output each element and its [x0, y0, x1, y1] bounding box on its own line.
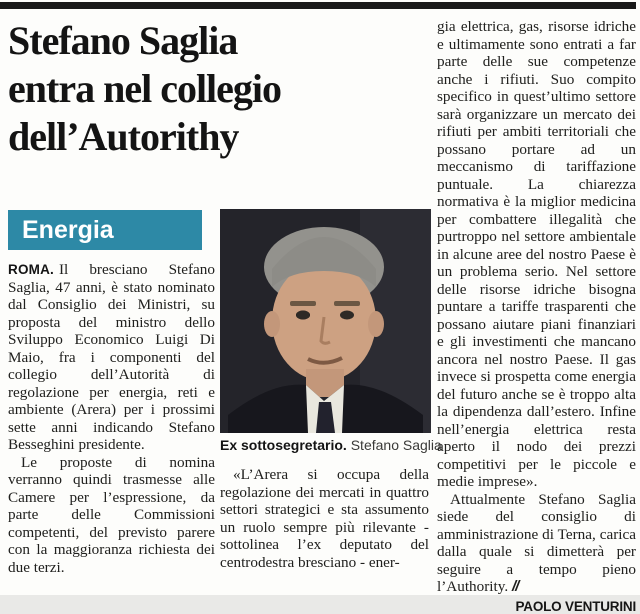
headline: [8, 17, 428, 161]
portrait-photo: [220, 209, 431, 433]
headline-line: entra nel collegio: [8, 66, 282, 111]
headline-line: dell’Autorithy: [8, 114, 239, 159]
dateline: ROMA.: [8, 262, 54, 277]
byline: PAOLO VENTURINI: [515, 598, 636, 614]
photo-caption: [220, 437, 442, 453]
section-kicker: [8, 210, 202, 250]
paragraph: Le proposte di nomina verranno quindi trasmesse alle Camere per l’espressione, da parte delle Commissioni competenti, del previsto parere con la maggioranza richiesta dei due terzi.: [8, 453, 215, 576]
paragraph-lead: [8, 261, 215, 454]
caption-text: Stefano Saglia: [350, 437, 442, 453]
paragraph: gia elettrica, gas, risorse idriche e ultimamente sono entrati a far parte delle sue competenze anche i rifiuti. Suo compito specifico in quest’ultimo settore sarà organizzare un mercato dei rifiuti per ambiti territoriali che possano portare ad un meccanismo di tariffazione puntuale. La chiarezza normativa è la miglior medicina per combattere illegalità che purtroppo nel settore ambientale in alcune aree del nostro Paese è un problema serio. Nel settore delle risorse idriche bisogna puntare a tariffe trasparenti che possano aiutare piani finanziari e gli investimenti che mancano ancora nel nostro Paese. Il gas invece si prospetta come energia del futuro anche se è troppo alta la dipendenza dall’estero. Infine nell’energia elettrica resta aperto il nodo dei prezzi competitivi per le piccole e medie imprese».: [437, 18, 636, 490]
paragraph-text: Attualmente Stefano Saglia siede del consiglio di amministrazione di Terna, carica dalla quale si dimetterà per seguire a tempo pieno l’Authority.: [437, 490, 636, 595]
top-rule: [0, 2, 636, 9]
paragraph-text: Il bresciano Stefano Saglia, 47 anni, è stato nominato dal Consiglio dei Ministri, su proposta del ministro dello Sviluppo Economico Luigi Di Maio, fra i componenti del collegio dell’Autorità di regolazione per energia, reti e ambiente (Arera) per i prossimi sette anni indicando Stefano Besseghini presidente.: [8, 261, 215, 453]
paragraph: «L’Arera si occupa della regolazione dei mercati in quattro settori strategici e sta assumento un ruolo sempre più rilevante - sottolinea l’ex deputato del centrodestra bresciano - ener-: [220, 466, 429, 571]
column-right: [437, 18, 636, 614]
headline-line: Stefano Saglia: [8, 18, 238, 63]
article-end-mark: //: [511, 578, 519, 595]
portrait-photo-illustration: [220, 209, 431, 433]
paragraph-closing: [437, 491, 636, 596]
column-middle: [220, 466, 429, 571]
kicker-label: Energia: [22, 216, 114, 244]
column-left: [8, 261, 215, 576]
caption-lead: Ex sottosegretario.: [220, 437, 347, 453]
